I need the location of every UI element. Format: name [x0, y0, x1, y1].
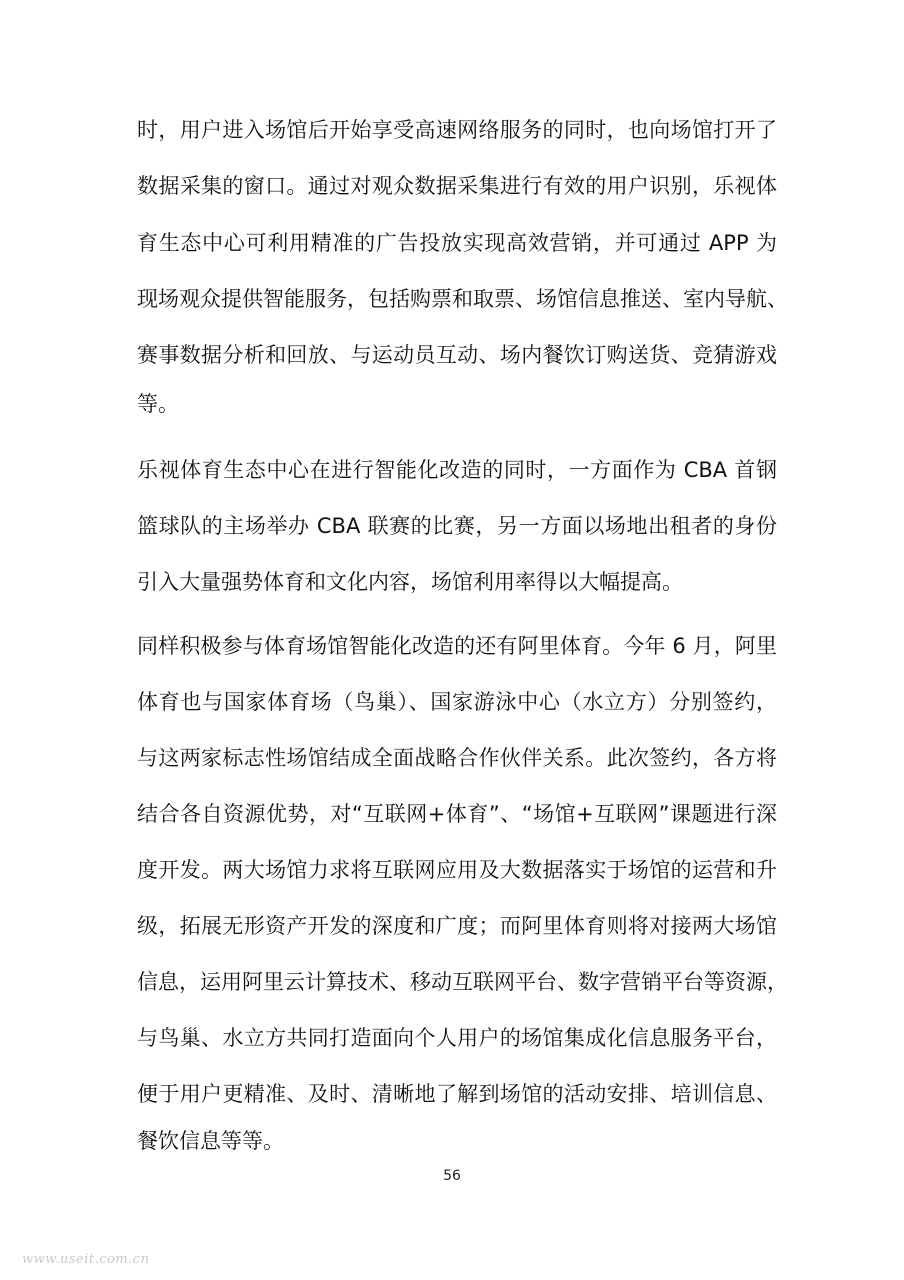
paragraph-3-line-8: 与鸟巢、水立方共同打造面向个人用户的场馆集成化信息服务平台， — [137, 1026, 777, 1050]
paragraph-3-line-4: 结合各自资源优势，对“互联网+体育”、“场馆+互联网”课题进行深 — [137, 802, 777, 826]
paragraph-1-line-2: 数据采集的窗口。通过对观众数据采集进行有效的用户识别，乐视体 — [137, 174, 777, 198]
paragraph-3-line-1: 同样积极参与体育场馆智能化改造的还有阿里体育。今年 6 月，阿里 — [137, 634, 777, 658]
paragraph-2-line-1: 乐视体育生态中心在进行智能化改造的同时，一方面作为 CBA 首钢 — [137, 458, 777, 482]
paragraph-2-line-2: 篮球队的主场举办 CBA 联赛的比赛，另一方面以场地出租者的身份 — [137, 514, 777, 538]
paragraph-3-line-5: 度开发。两大场馆力求将互联网应用及大数据落实于场馆的运营和升 — [137, 858, 777, 882]
paragraph-1-line-1: 时，用户进入场馆后开始享受高速网络服务的同时，也向场馆打开了 — [137, 118, 777, 142]
paragraph-1-line-4: 现场观众提供智能服务，包括购票和取票、场馆信息推送、室内导航、 — [137, 287, 788, 311]
paragraph-3-line-6: 级，拓展无形资产开发的深度和广度；而阿里体育则将对接两大场馆 — [137, 914, 777, 938]
paragraph-3-line-2: 体育也与国家体育场（鸟巢）、国家游泳中心（水立方）分别签约， — [137, 690, 777, 714]
paragraph-3-line-7: 信息，运用阿里云计算技术、移动互联网平台、数字营销平台等资源， — [137, 970, 788, 994]
paragraph-3-line-9: 便于用户更精准、及时、清晰地了解到场馆的活动安排、培训信息、 — [137, 1082, 777, 1106]
paragraph-3-line-3: 与这两家标志性场馆结成全面战略合作伙伴关系。此次签约，各方将 — [137, 746, 777, 770]
paragraph-3-line-10: 餐饮信息等等。 — [137, 1129, 284, 1153]
paragraph-1-line-3: 育生态中心可利用精准的广告投放实现高效营销，并可通过 APP 为 — [137, 231, 777, 255]
page-number: 56 — [443, 1168, 461, 1184]
watermark: www.useit.com.cn — [22, 1252, 150, 1267]
paragraph-1-line-6: 等。 — [137, 392, 179, 416]
paragraph-1-line-5: 赛事数据分析和回放、与运动员互动、场内餐饮订购送货、竞猜游戏 — [137, 343, 777, 367]
paragraph-2-line-3: 引入大量强势体育和文化内容，场馆利用率得以大幅提高。 — [137, 570, 683, 594]
